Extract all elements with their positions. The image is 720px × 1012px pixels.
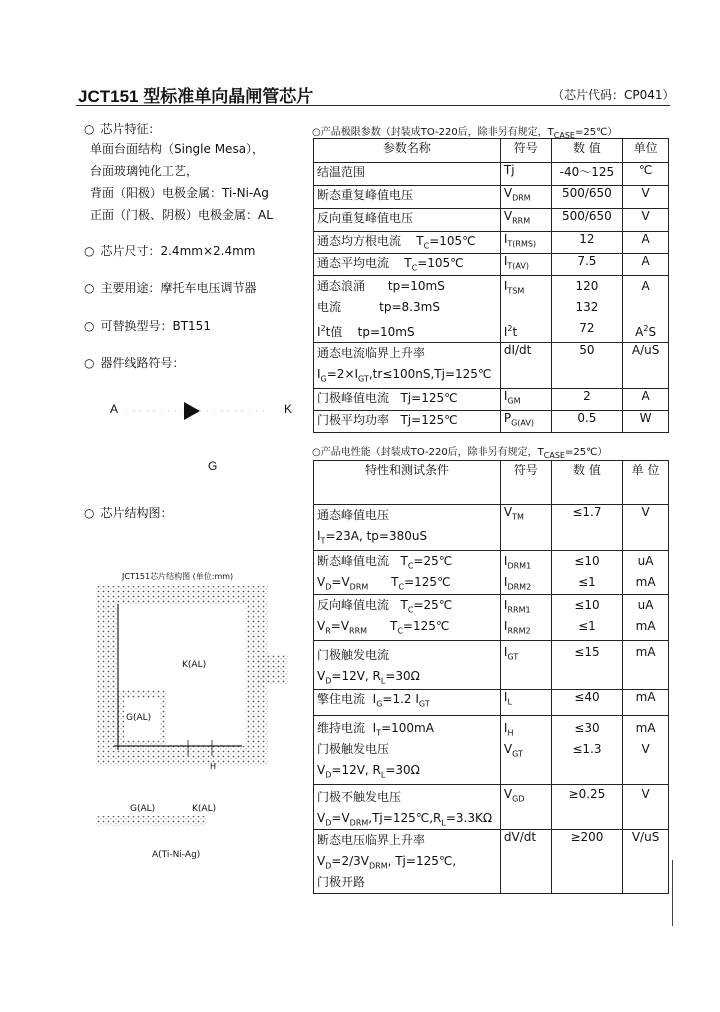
margin-line: [672, 860, 673, 926]
param-symbol: Tj: [500, 163, 551, 186]
param-symbol: $V_{RRM}$: [500, 209, 551, 232]
thyristor-symbol: [120, 398, 293, 428]
structure-heading: ○ 芯片结构图：: [84, 504, 173, 521]
table-row: [314, 505, 669, 551]
anode-label: A: [110, 402, 119, 416]
table-row: [314, 343, 669, 389]
param-symbol: $I_{T(RMS)}$: [500, 232, 551, 254]
header-rule: [76, 105, 670, 106]
param-unit: mA V: [623, 716, 669, 785]
param-value: ≤15: [551, 641, 623, 690]
side-k-label: K(AL): [192, 804, 217, 814]
feature-line: 单面台面结构（Single Mesa），: [90, 142, 265, 156]
col-header: 单位: [623, 139, 669, 163]
param-unit: uA mA: [623, 551, 669, 595]
features-heading: ○ 芯片特征：: [84, 120, 161, 137]
table-row: [314, 595, 669, 641]
test-condition: 门极触发电流 $V_D=12V$, $R_L=30\Omega$: [314, 641, 501, 690]
param-value: ≥0.25: [551, 785, 623, 830]
limits-table: [313, 138, 669, 433]
param-unit: V/uS: [623, 830, 669, 894]
test-condition: 通态峰值电压 $I_T=23A$, tp=380uS: [314, 505, 501, 551]
param-unit: mA: [623, 690, 669, 716]
cathode-label: K: [284, 402, 293, 416]
table-row: [314, 254, 669, 276]
feature-line: 正面（门极、阴极）电极金属：AL: [90, 208, 273, 222]
param-unit: A: [623, 389, 669, 411]
param-value: 2: [551, 389, 623, 411]
test-condition: 门极不触发电压 $V_D=V_{DRM},Tj=125℃,R_L=3.3K\Omega$: [314, 785, 501, 830]
param-unit: A $A^2S$: [623, 276, 669, 343]
param-value: 50: [551, 343, 623, 389]
param-value: 12: [551, 232, 623, 254]
table-row: [314, 785, 669, 830]
param-symbol: $I_{DRM1}$ $I_{DRM2}$: [500, 551, 551, 595]
table-row: [314, 389, 669, 411]
param-value: ≤1.7: [551, 505, 623, 551]
param-symbol: $V_{GD}$: [500, 785, 551, 830]
param-name: 反向重复峰值电压: [314, 209, 501, 232]
table-row: [314, 551, 669, 595]
gate-label: G: [208, 459, 218, 473]
param-symbol: $I_{RRM1}$ $I_{RRM2}$: [500, 595, 551, 641]
usage: ○ 主要用途：摩托车电压调节器: [84, 279, 257, 296]
param-symbol: $I_{T(AV)}$: [500, 254, 551, 276]
g-region-label: G(AL): [126, 713, 152, 723]
col-header: 符号: [500, 139, 551, 163]
table-row: [314, 209, 669, 232]
param-unit: A/uS: [623, 343, 669, 389]
table-row: [314, 163, 669, 186]
param-value: 500/650: [551, 209, 623, 232]
param-symbol: dV/dt: [500, 830, 551, 894]
test-condition: 反向峰值电流 $T_C=25℃$ $V_R=V_{RRM}$ $T_C=125℃$: [314, 595, 501, 641]
table-row: [314, 232, 669, 254]
param-value: 7.5: [551, 254, 623, 276]
param-value: 500/650: [551, 186, 623, 209]
param-unit: V: [623, 505, 669, 551]
electrical-heading: ○产品电性能（封装成TO-220后，除非另有规定，$T_{CASE}=25℃$）: [312, 447, 608, 460]
param-value: ≤40: [551, 690, 623, 716]
param-value: 0.5: [551, 411, 623, 433]
param-symbol: $I_L$: [500, 690, 551, 716]
electrical-table: [313, 460, 669, 894]
param-unit: W: [623, 411, 669, 433]
param-unit: mA: [623, 641, 669, 690]
table-row: [314, 690, 669, 716]
col-header: 数 值: [551, 461, 623, 505]
param-value: ≥200: [551, 830, 623, 894]
table-row: [314, 641, 669, 690]
param-value: ≤30 ≤1.3: [551, 716, 623, 785]
param-symbol: $P_{G(AV)}$: [500, 411, 551, 433]
param-value: ≤10 ≤1: [551, 595, 623, 641]
table-row: [314, 716, 669, 785]
param-name: 通态浪涌 tp=10mS 电流 tp=8.3mS $I^2t$值 tp=10mS: [314, 276, 501, 343]
param-unit: uA mA: [623, 595, 669, 641]
param-symbol: $I_{GM}$: [500, 389, 551, 411]
symbol-heading: ○ 器件线路符号：: [84, 354, 185, 371]
col-header: 数 值: [551, 139, 623, 163]
param-name: 门极平均功率 Tj=125℃: [314, 411, 501, 433]
param-symbol: $V_{DRM}$: [500, 186, 551, 209]
param-value: ≤10 ≤1: [551, 551, 623, 595]
param-name: 断态重复峰值电压: [314, 186, 501, 209]
param-unit: A: [623, 254, 669, 276]
param-symbol: $V_{TM}$: [500, 505, 551, 551]
table-row: [314, 276, 669, 343]
param-name: 通态电流临界上升率 $I_G=2\times I_{GT},tr\le 100nS,Tj=125℃$: [314, 343, 501, 389]
feature-line: 背面（阳极）电极金属：Ti-Ni-Ag: [90, 186, 269, 200]
chip-size: ○ 芯片尺寸：2.4mm×2.4mm: [84, 242, 255, 259]
chip-code: （芯片代码：CP041）: [552, 88, 675, 102]
chip-structure-diagram: [92, 580, 302, 830]
col-header: 特性和测试条件: [314, 461, 501, 505]
test-condition: 断态峰值电流 $T_C=25℃$ $V_D=V_{DRM}$ $T_C=125℃$: [314, 551, 501, 595]
param-name: 通态平均电流 $T_C=105℃$: [314, 254, 501, 276]
param-value: 120 132 72: [551, 276, 623, 343]
param-name: 通态均方根电流 $T_C=105℃$: [314, 232, 501, 254]
test-condition: 断态电压临界上升率 $V_D=2/3V_{DRM}$, Tj=125℃, 门极开路: [314, 830, 501, 894]
param-unit: V: [623, 186, 669, 209]
param-value: -40～125: [551, 163, 623, 186]
test-condition: 维持电流 $I_T=100mA$ 门极触发电压 $V_D=12V$, $R_L=30\Omega$: [314, 716, 501, 785]
param-symbol: $I_{TSM}$ $I^2t$: [500, 276, 551, 343]
col-header: 单 位: [623, 461, 669, 505]
k-region-label: K(AL): [182, 660, 207, 670]
table-row: [314, 830, 669, 894]
test-condition: 擎住电流 $I_G=1.2$ $I_{GT}$: [314, 690, 501, 716]
table-header-row: [314, 461, 669, 505]
replacement-model: ○ 可替换型号：BT151: [84, 317, 211, 334]
feature-line: 台面玻璃钝化工艺，: [90, 164, 199, 178]
param-unit: V: [623, 785, 669, 830]
param-name: 结温范围: [314, 163, 501, 186]
table-row: [314, 186, 669, 209]
param-unit: A: [623, 232, 669, 254]
param-unit: ℃: [623, 163, 669, 186]
col-header: 符号: [500, 461, 551, 505]
param-symbol: $I_{GT}$: [500, 641, 551, 690]
structure-caption: JCT151芯片结构图 (单位:mm): [122, 572, 234, 581]
page-title: JCT151 型标准单向晶闸管芯片: [78, 87, 314, 106]
side-a-label: A(Ti-Ni-Ag): [152, 850, 201, 860]
side-g-label: G(AL): [130, 804, 156, 814]
col-header: 参数名称: [314, 139, 501, 163]
table-row: [314, 411, 669, 433]
param-unit: V: [623, 209, 669, 232]
param-symbol: dI/dt: [500, 343, 551, 389]
param-symbol: $I_H$ $V_{GT}$: [500, 716, 551, 785]
table-header-row: [314, 139, 669, 163]
dimension-label: H: [210, 762, 217, 771]
param-name: 门极峰值电流 Tj=125℃: [314, 389, 501, 411]
limits-heading: ○产品极限参数（封装成TO-220后，除非另有规定，$T_{CASE}=25℃$）: [312, 127, 618, 140]
